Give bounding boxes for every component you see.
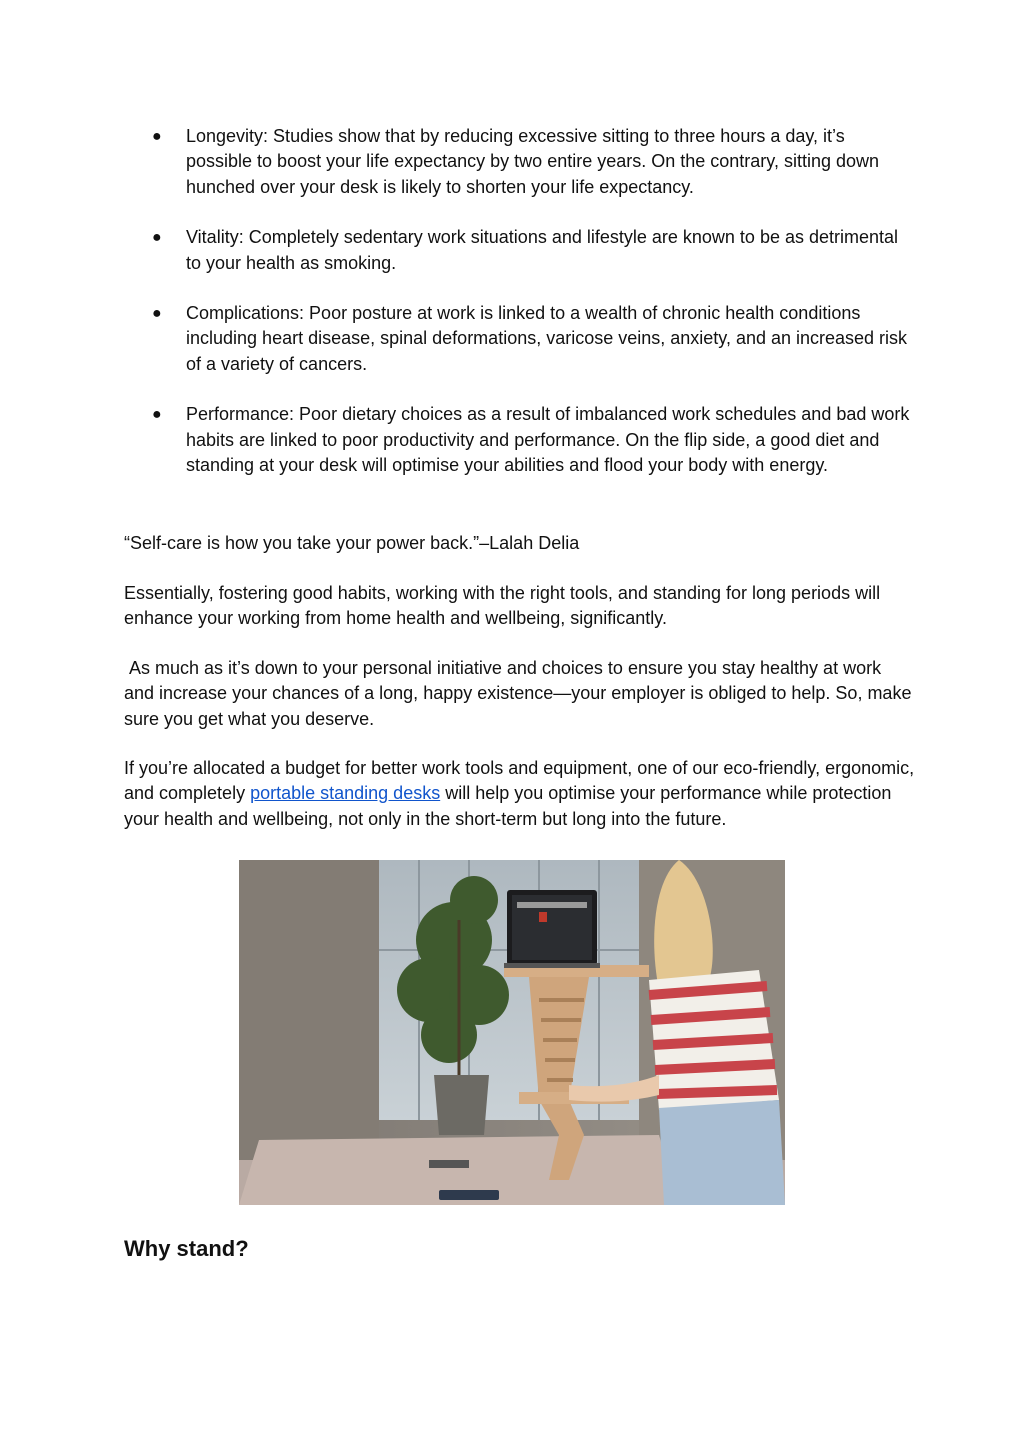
bullet-icon: ● (152, 305, 162, 323)
standing-desk-photo (239, 860, 785, 1205)
list-item-text: Complications: Poor posture at work is linked to a wealth of chronic health conditions including heart disease, spinal deformations, varicose veins, anxiety, and an increased risk of a variety of cancers. (186, 303, 908, 374)
paragraph-text: If you’re allocated a budget for better work tools and equipment, one of our eco-friendly, ergonomic, and completely (124, 758, 915, 804)
list-item-text: Longevity: Studies show that by reducing excessive sitting to three hours a day, it’s possible to boost your life expectancy by two entire years. On the contrary, sitting down hunched over your desk is likely to shorten your life expectancy. (186, 126, 880, 197)
paragraph: Essentially, fostering good habits, working with the right tools, and standing for long periods will enhance your working from home health and wellbeing, significantly. (124, 583, 881, 629)
bullet-icon: ● (152, 229, 162, 247)
list-item-text: Performance: Poor dietary choices as a result of imbalanced work schedules and bad work habits are linked to poor productivity and performance. On the flip side, a good diet and standing at your desk will optimise your abilities and flood your body with energy. (186, 404, 910, 476)
benefits-list (152, 124, 912, 503)
list-item (152, 225, 912, 276)
bullet-icon: ● (152, 128, 162, 145)
portable-standing-desks-link[interactable]: portable standing desks (250, 783, 441, 804)
list-item (152, 301, 912, 377)
paragraph (124, 756, 924, 832)
bullet-icon: ● (152, 406, 162, 424)
paragraph: As much as it’s down to your personal initiative and choices to ensure you stay healthy at work and increase your chances of a long, happy existence—your employer is obliged to help. So, make sure you get what you deserve. (124, 658, 917, 729)
list-item-text: Vitality: Completely sedentary work situations and lifestyle are known to be as detrimental to your health as smoking. (186, 227, 899, 273)
section-heading: Why stand? (124, 1236, 249, 1261)
quote: “Self-care is how you take your power back.”–Lalah Delia (124, 533, 580, 553)
list-item (152, 402, 912, 478)
paragraph-text: will help you optimise your performance while protection your health and wellbeing, not only in the short-term but long into the future. (124, 783, 892, 829)
list-item (152, 124, 912, 200)
